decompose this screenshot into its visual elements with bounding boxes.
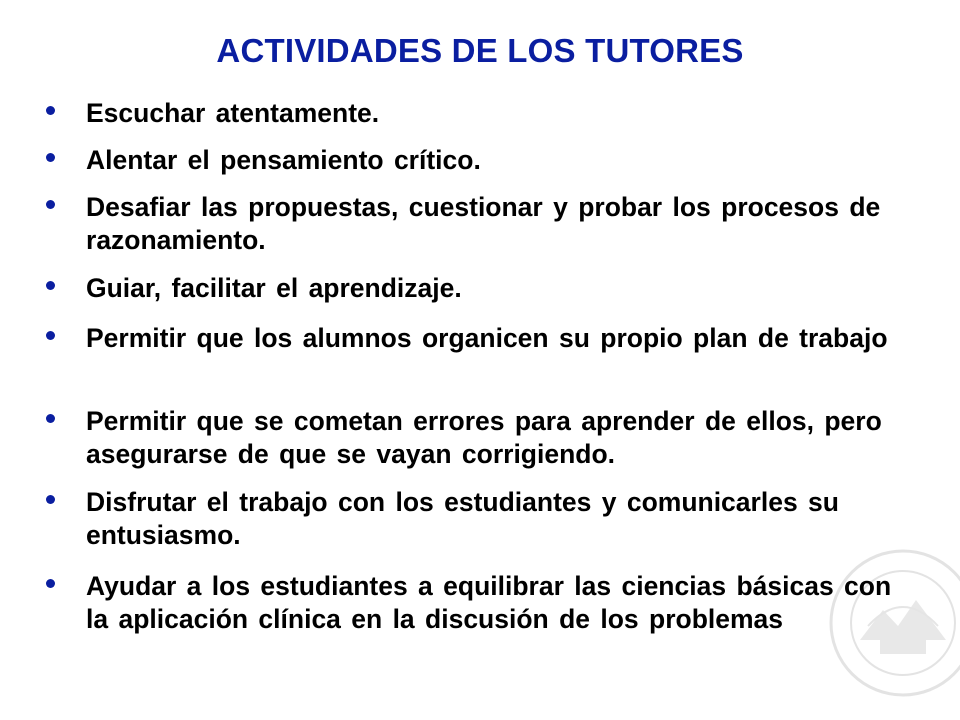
slide-title: ACTIVIDADES DE LOS TUTORES: [216, 32, 744, 69]
bullet-icon: [46, 200, 55, 209]
bullet-text: Ayudar a los estudiantes a equilibrar las ciencias básicas con la aplicación clínica en la discusión de los problemas: [86, 571, 892, 634]
bullet-icon: [46, 281, 55, 290]
bullet-icon: [46, 106, 55, 115]
bullet-text: Disfrutar el trabajo con los estudiantes y comunicarles su entusiasmo.: [86, 487, 839, 550]
bullet-icon: [46, 495, 55, 504]
bullet-icon: [46, 331, 55, 340]
bullet-text: Alentar el pensamiento crítico.: [86, 145, 481, 175]
bullet-text: Permitir que los alumnos organicen su propio plan de trabajo: [86, 323, 888, 353]
bullet-text: Desafiar las propuestas, cuestionar y probar los procesos de razonamiento.: [86, 192, 881, 255]
bullet-icon: [46, 579, 55, 588]
bullet-text: Escuchar atentamente.: [86, 98, 380, 128]
bullet-text: Guiar, facilitar el aprendizaje.: [86, 273, 462, 303]
bullet-icon: [46, 153, 55, 162]
bullet-icon: [46, 414, 55, 423]
bullet-text: Permitir que se cometan errores para aprender de ellos, pero asegurarse de que se vayan corrigiendo.: [86, 406, 882, 469]
